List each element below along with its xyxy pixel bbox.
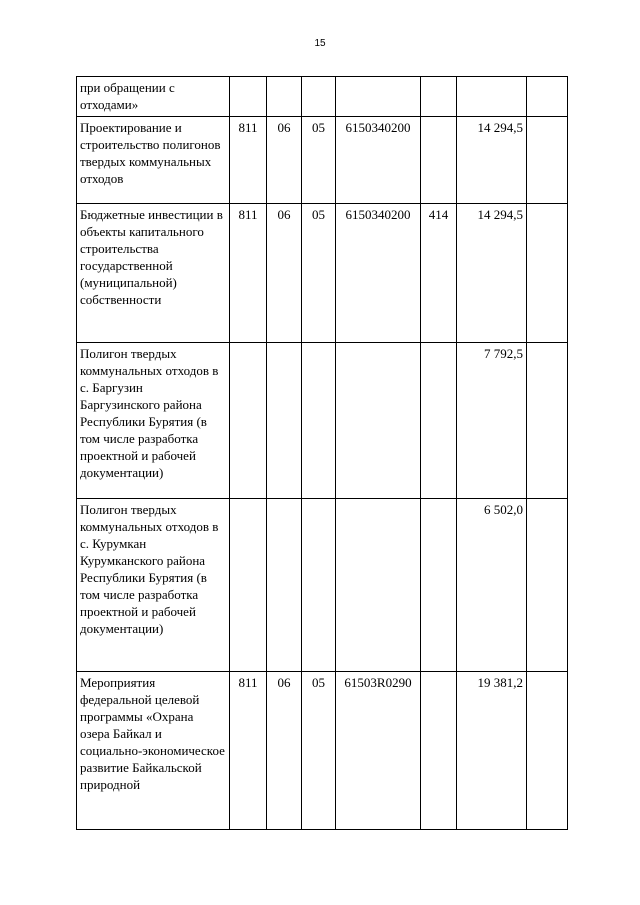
cell-subsection: 05	[302, 672, 336, 830]
cell-section: 06	[267, 117, 302, 204]
cell-expense	[421, 117, 457, 204]
cell-extra	[527, 672, 568, 830]
cell-subsection	[302, 499, 336, 672]
cell-amount: 19 381,2	[457, 672, 527, 830]
cell-extra	[527, 343, 568, 499]
cell-expense	[421, 77, 457, 117]
cell-target	[336, 77, 421, 117]
cell-amount: 14 294,5	[457, 204, 527, 343]
table-row	[77, 672, 568, 830]
budget-table	[76, 76, 568, 830]
cell-extra	[527, 499, 568, 672]
cell-expense	[421, 499, 457, 672]
table-row	[77, 499, 568, 672]
cell-section: 06	[267, 672, 302, 830]
cell-target	[336, 343, 421, 499]
cell-amount: 6 502,0	[457, 499, 527, 672]
cell-section	[267, 77, 302, 117]
cell-ministry	[230, 499, 267, 672]
cell-name: Бюджетные инвестиции в объекты капитального строительства государственной (муниципальной) собственности	[77, 204, 230, 343]
cell-ministry: 811	[230, 672, 267, 830]
cell-target	[336, 499, 421, 672]
cell-subsection: 05	[302, 117, 336, 204]
cell-subsection	[302, 343, 336, 499]
cell-name: Проектирование и строительство полигонов твердых коммунальных отходов	[77, 117, 230, 204]
cell-ministry	[230, 77, 267, 117]
cell-name: Полигон твердых коммунальных отходов в с. Курумкан Курумканского района Республики Бурятия (в том числе разработка проектной и рабочей документации)	[77, 499, 230, 672]
cell-name: Полигон твердых коммунальных отходов в с. Баргузин Баргузинского района Республики Бурятия (в том числе разработка проектной и рабочей документации)	[77, 343, 230, 499]
cell-extra	[527, 204, 568, 343]
table-row	[77, 204, 568, 343]
cell-section	[267, 343, 302, 499]
cell-extra	[527, 77, 568, 117]
cell-expense	[421, 672, 457, 830]
table-row	[77, 343, 568, 499]
cell-name: Мероприятия федеральной целевой программы «Охрана озера Байкал и социально-экономическое развитие Байкальской природной	[77, 672, 230, 830]
cell-target: 6150340200	[336, 117, 421, 204]
cell-name: при обращении с отходами»	[77, 77, 230, 117]
cell-target: 61503R0290	[336, 672, 421, 830]
cell-target: 6150340200	[336, 204, 421, 343]
cell-section: 06	[267, 204, 302, 343]
cell-subsection: 05	[302, 204, 336, 343]
cell-ministry	[230, 343, 267, 499]
cell-ministry: 811	[230, 117, 267, 204]
cell-ministry: 811	[230, 204, 267, 343]
cell-subsection	[302, 77, 336, 117]
cell-expense	[421, 343, 457, 499]
table-row	[77, 77, 568, 117]
cell-amount: 14 294,5	[457, 117, 527, 204]
cell-extra	[527, 117, 568, 204]
cell-expense: 414	[421, 204, 457, 343]
cell-amount: 7 792,5	[457, 343, 527, 499]
page-number: 15	[314, 38, 326, 49]
cell-section	[267, 499, 302, 672]
cell-amount	[457, 77, 527, 117]
table-row	[77, 117, 568, 204]
